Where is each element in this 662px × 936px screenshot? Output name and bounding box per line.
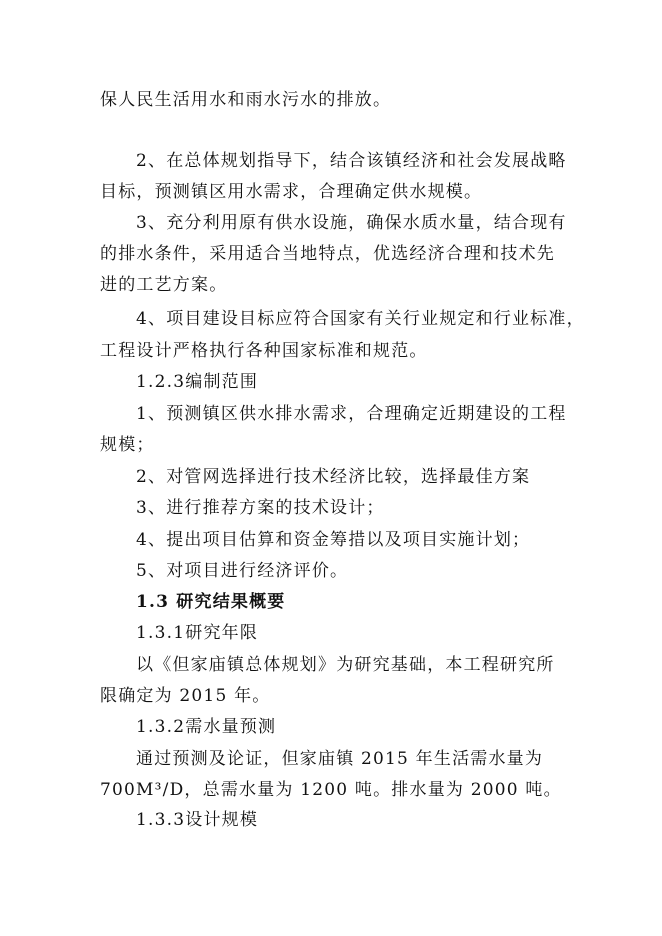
text-line: 通过预测及论证，但家庙镇 2015 年生活需水量为 <box>136 749 544 769</box>
text-line: 4、项目建设目标应符合国家有关行业规定和行业标准， <box>136 309 585 329</box>
text-line: 3、进行推荐方案的技术设计； <box>136 498 385 518</box>
section-heading: 1.3.1研究年限 <box>136 623 259 643</box>
text-line: 2、对管网选择进行技术经济比较，选择最佳方案 <box>136 467 531 487</box>
text-line: 工程设计严格执行各种国家标准和规范。 <box>100 341 428 361</box>
text-line: 规模； <box>100 435 155 455</box>
text-line: 2、在总体规划指导下，结合该镇经济和社会发展战略 <box>136 151 567 171</box>
text-line: 1、预测镇区供水排水需求，合理确定近期建设的工程 <box>136 404 567 424</box>
text-line: 5、对项目进行经济评价。 <box>136 561 349 581</box>
text-line: 的排水条件，采用适合当地特点，优选经济合理和技术先 <box>100 244 555 264</box>
text-line: 限确定为 2015 年。 <box>100 686 271 706</box>
text-line: 目标，预测镇区用水需求，合理确定供水规模。 <box>100 182 483 202</box>
text-line: 700M³/D，总需水量为 1200 吨。排水量为 2000 吨。 <box>100 780 562 800</box>
section-heading: 1.3.2需水量预测 <box>136 717 277 737</box>
text-line: 保人民生活用水和雨水污水的排放。 <box>100 90 392 110</box>
text-line: 3、充分利用原有供水设施，确保水质水量，结合现有 <box>136 213 567 233</box>
section-heading: 1.2.3编制范围 <box>136 372 259 392</box>
section-title: 1.3 研究结果概要 <box>136 592 286 612</box>
section-heading: 1.3.3设计规模 <box>136 810 259 830</box>
text-line: 以《但家庙镇总体规划》为研究基础，本工程研究所 <box>136 655 555 675</box>
text-line: 4、提出项目估算和资金筹措以及项目实施计划； <box>136 530 531 550</box>
text-line: 进的工艺方案。 <box>100 275 228 295</box>
